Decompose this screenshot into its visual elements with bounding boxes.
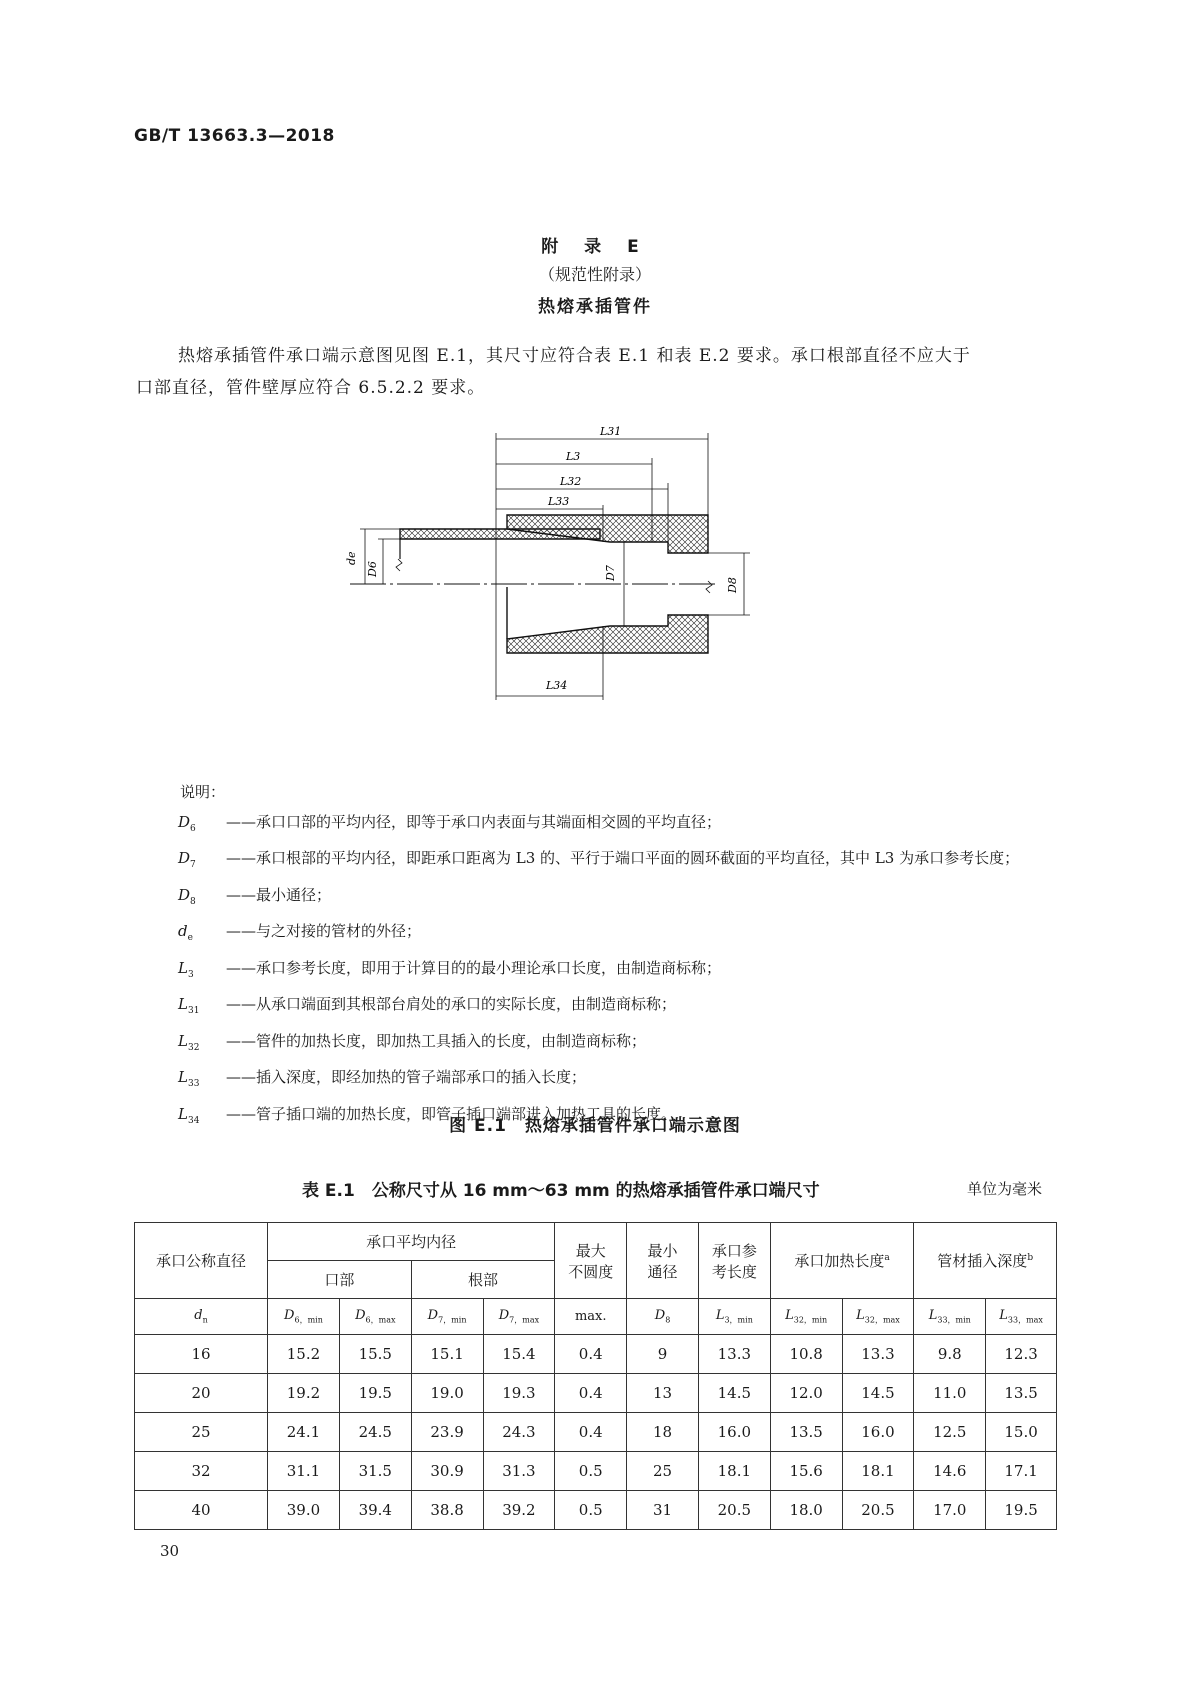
legend-text: ——承口口部的平均内径，即等于承口内表面与其端面相交圆的平均直径；: [226, 812, 722, 831]
table-row: [135, 1452, 1057, 1491]
table-cell: 39.2: [483, 1491, 555, 1530]
legend-text: ——承口根部的平均内径，即距承口距离为 L3 的、平行于端口平面的圆环截面的平均直径，其中 L3 为承口参考长度；: [226, 849, 1020, 867]
table-cell: 13.5: [986, 1374, 1057, 1413]
table-cell: 12.0: [770, 1374, 842, 1413]
table-cell: 19.2: [268, 1374, 340, 1413]
table-cell: 32: [135, 1452, 268, 1491]
dimensions-table: [134, 1222, 1057, 1530]
l33-label: L33: [548, 495, 570, 508]
table-row: [135, 1491, 1057, 1530]
table-cell: 31.3: [483, 1452, 555, 1491]
table-cell: 23.9: [411, 1413, 483, 1452]
table-cell: 25: [135, 1413, 268, 1452]
table-cell: 9: [627, 1335, 699, 1374]
table-cell: 0.5: [555, 1452, 627, 1491]
table-cell: 40: [135, 1491, 268, 1530]
l34-label: L34: [546, 679, 568, 692]
table-cell: 15.4: [483, 1335, 555, 1374]
table-cell: 19.5: [339, 1374, 411, 1413]
table-row: [135, 1335, 1057, 1374]
symbol-cell: $d_n$: [135, 1299, 268, 1335]
table-unit: 单位为毫米: [967, 1180, 1043, 1198]
l31-label: L31: [600, 425, 622, 438]
table-cell: 25: [627, 1452, 699, 1491]
table-cell: 0.4: [555, 1374, 627, 1413]
legend-symbol: $L_{33}$: [178, 1068, 200, 1089]
table-cell: 19.0: [411, 1374, 483, 1413]
legend-item: [178, 808, 1068, 845]
intro-paragraph: [136, 340, 1058, 404]
table-cell: 14.6: [914, 1452, 986, 1491]
symbol-cell: $L_{3,min}$: [698, 1299, 770, 1335]
table-cell: 17.1: [986, 1452, 1057, 1491]
symbol-cell: $L_{32,min}$: [770, 1299, 842, 1335]
table-cell: 19.3: [483, 1374, 555, 1413]
table-cell: 18.0: [770, 1491, 842, 1530]
header-root: 根部: [411, 1261, 555, 1299]
symbol-cell: $L_{33,min}$: [914, 1299, 986, 1335]
legend-symbol: $L_{31}$: [178, 995, 200, 1016]
table-cell: 31.5: [339, 1452, 411, 1491]
table-cell: 10.8: [770, 1335, 842, 1374]
legend-item: [178, 1027, 1068, 1064]
legend-text: ——管件的加热长度，即加热工具插入的长度，由制造商标称；: [226, 1031, 647, 1050]
table-cell: 15.1: [411, 1335, 483, 1374]
table-cell: 24.3: [483, 1413, 555, 1452]
table-cell: 30.9: [411, 1452, 483, 1491]
legend: [178, 778, 1068, 1136]
table-cell: 20.5: [698, 1491, 770, 1530]
legend-item: [178, 881, 1068, 918]
legend-text: ——插入深度，即经加热的管子端部承口的插入长度；: [226, 1068, 587, 1086]
table-cell: 20: [135, 1374, 268, 1413]
header-nominal: 承口公称直径: [135, 1223, 268, 1299]
symbol-cell: $D_{7,min}$: [411, 1299, 483, 1335]
legend-symbol: $d_e$: [178, 922, 193, 943]
legend-symbol: $L_{34}$: [178, 1104, 200, 1126]
legend-symbol: $D_8$: [178, 885, 196, 907]
table-cell: 20.5: [842, 1491, 914, 1530]
table-cell: 15.0: [986, 1413, 1057, 1452]
d8-label: D8: [726, 577, 739, 593]
table-cell: 0.5: [555, 1491, 627, 1530]
document-number: GB/T 13663.3—2018: [134, 126, 335, 146]
l3-label: L3: [566, 450, 581, 463]
d7-label: D7: [604, 565, 617, 581]
intro-line-1: 热熔承插管件承口端示意图见图 E.1，其尺寸应符合表 E.1 和表 E.2 要求。承口根部直径不应大于: [178, 346, 971, 366]
table-cell: 12.5: [914, 1413, 986, 1452]
header-heat-length: 承口加热长度$^a$: [770, 1223, 914, 1299]
legend-heading: 说明：: [180, 783, 226, 801]
table-cell: 15.5: [339, 1335, 411, 1374]
table-cell: 13.5: [770, 1413, 842, 1452]
symbol-cell: $L_{33,max}$: [986, 1299, 1057, 1335]
table-cell: 19.5: [986, 1491, 1057, 1530]
legend-symbol: $D_7$: [178, 849, 196, 870]
l32-label: L32: [560, 475, 582, 488]
legend-item: [178, 917, 1068, 954]
table-row: [135, 1413, 1057, 1452]
table-cell: 11.0: [914, 1374, 986, 1413]
symbol-cell: $D_8$: [627, 1299, 699, 1335]
intro-line-2: 口部直径，管件壁厚应符合 6.5.2.2 要求。: [136, 378, 486, 398]
table-cell: 39.4: [339, 1491, 411, 1530]
table-cell: 9.8: [914, 1335, 986, 1374]
appendix-label: 附 录 E: [541, 237, 649, 257]
header-mouth: 口部: [268, 1261, 412, 1299]
table-cell: 17.0: [914, 1491, 986, 1530]
table-row: [135, 1374, 1057, 1413]
table-cell: 16.0: [698, 1413, 770, 1452]
table-caption: 表 E.1 公称尺寸从 16 mm～63 mm 的热熔承插管件承口端尺寸: [302, 1181, 820, 1201]
header-max-ovality: 最大 不圆度: [555, 1223, 627, 1299]
table-cell: 13.3: [842, 1335, 914, 1374]
appendix-title: 热熔承插管件: [538, 297, 652, 317]
d6-label: D6: [366, 561, 379, 577]
table-cell: 13.3: [698, 1335, 770, 1374]
legend-text: ——管子插口端的加热长度，即管子插口端部进入加热工具的长度。: [226, 1104, 677, 1123]
legend-symbol: $D_6$: [178, 812, 196, 834]
table-cell: 0.4: [555, 1413, 627, 1452]
legend-symbol: $L_3$: [178, 958, 194, 980]
symbol-cell: $L_{32,max}$: [842, 1299, 914, 1335]
header-insert-depth: 管材插入深度$^b$: [914, 1223, 1057, 1299]
table-cell: 12.3: [986, 1335, 1057, 1374]
symbol-cell: $D_{6,min}$: [268, 1299, 340, 1335]
table-cell: 16.0: [842, 1413, 914, 1452]
legend-text: ——与之对接的管材的外径；: [226, 922, 422, 940]
table-cell: 16: [135, 1335, 268, 1374]
table-cell: 0.4: [555, 1335, 627, 1374]
symbol-cell: $D_{7,max}$: [483, 1299, 555, 1335]
legend-item: [178, 954, 1068, 991]
header-mean-id: 承口平均内径: [268, 1223, 555, 1261]
table-cell: 18.1: [698, 1452, 770, 1491]
header-ref-length: 承口参 考长度: [698, 1223, 770, 1299]
legend-text: ——最小通径；: [226, 885, 332, 904]
table-cell: 31.1: [268, 1452, 340, 1491]
appendix-normative: （规范性附录）: [538, 265, 651, 284]
table-cell: 31: [627, 1491, 699, 1530]
legend-item: [178, 1063, 1068, 1100]
table-cell: 24.1: [268, 1413, 340, 1452]
table-cell: 38.8: [411, 1491, 483, 1530]
symbol-cell: max.: [555, 1299, 627, 1335]
page-number: 30: [160, 1542, 180, 1560]
table-cell: 18.1: [842, 1452, 914, 1491]
legend-item: [178, 844, 1068, 881]
header-min-bore: 最小 通径: [627, 1223, 699, 1299]
socket-diagram: [345, 425, 820, 755]
table-cell: 18: [627, 1413, 699, 1452]
symbol-cell: $D_{6,max}$: [339, 1299, 411, 1335]
table-cell: 39.0: [268, 1491, 340, 1530]
table-cell: 24.5: [339, 1413, 411, 1452]
table-cell: 13: [627, 1374, 699, 1413]
fitting-wall-bottom: [507, 615, 708, 653]
table-cell: 15.6: [770, 1452, 842, 1491]
table-cell: 15.2: [268, 1335, 340, 1374]
legend-symbol: $L_{32}$: [178, 1031, 200, 1053]
table-cell: 14.5: [698, 1374, 770, 1413]
legend-text: ——从承口端面到其根部台肩处的承口的实际长度，由制造商标称；: [226, 995, 677, 1013]
figure-caption: 图 E.1 热熔承插管件承口端示意图: [449, 1116, 741, 1136]
legend-item: [178, 990, 1068, 1027]
table-cell: 14.5: [842, 1374, 914, 1413]
de-label: de: [345, 551, 358, 565]
legend-text: ——承口参考长度，即用于计算目的的最小理论承口长度，由制造商标称；: [226, 958, 722, 977]
